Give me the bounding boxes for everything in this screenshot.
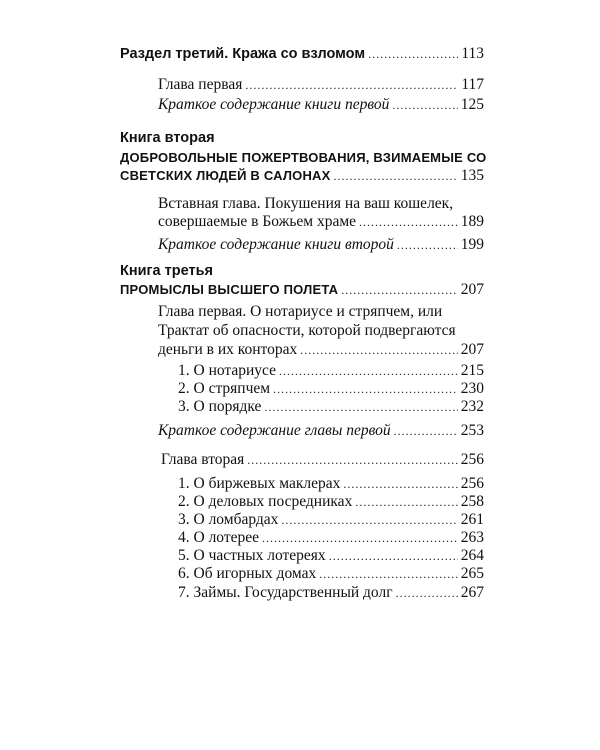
page-number: 265 — [460, 565, 484, 582]
leader-dots — [245, 76, 458, 94]
leader-dots — [341, 281, 458, 299]
leader-dots — [279, 362, 458, 380]
entry-title: деньги в их конторах — [158, 341, 298, 358]
leader-dots — [359, 213, 458, 231]
leader-dots — [355, 493, 457, 511]
book2-heading: Книга вторая — [120, 130, 215, 146]
toc-entry-ch1-item1 — [178, 362, 484, 380]
toc-entry-s3-summary — [158, 96, 484, 114]
book2-subtitle-line1: ДОБРОВОЛЬНЫЕ ПОЖЕРТВОВАНИЯ, ВЗИМАЕМЫЕ СО — [120, 150, 487, 165]
leader-dots — [264, 398, 457, 416]
toc-entry-ch2-item6 — [178, 565, 484, 583]
entry-title: 4. О лотерее — [178, 529, 260, 546]
toc-entry-s3-chapter1 — [158, 76, 484, 94]
entry-title: Краткое содержание главы первой — [158, 422, 391, 439]
leader-dots — [329, 547, 458, 565]
page-number: 189 — [460, 213, 484, 230]
leader-dots — [343, 475, 457, 493]
entry-title: Краткое содержание книги второй — [158, 236, 394, 253]
entry-title: 1. О нотариусе — [178, 362, 276, 379]
page-number: 256 — [460, 451, 484, 468]
page-number: 135 — [460, 167, 484, 184]
leader-dots — [319, 565, 458, 583]
entry-title: 2. О стряпчем — [178, 380, 271, 397]
toc-entry-book3 — [120, 281, 484, 299]
entry-title: СВЕТСКИХ ЛЮДЕЙ В САЛОНАХ — [120, 168, 331, 183]
toc-entry-section3 — [120, 45, 484, 63]
leader-dots — [273, 380, 458, 398]
entry-title: 7. Займы. Государственный долг — [178, 584, 393, 601]
entry-title: Глава вторая — [161, 451, 245, 468]
leader-dots — [247, 451, 457, 469]
entry-title: 3. О порядке — [178, 398, 262, 415]
page-number: 215 — [460, 362, 484, 379]
page-number: 232 — [460, 398, 484, 415]
toc-entry-ch2-item1 — [178, 475, 484, 493]
entry-title: 6. Об игорных домах — [178, 565, 317, 582]
book3-ch1-line1: Глава первая. О нотариусе и стряпчем, или — [158, 303, 443, 320]
toc-entry-ch2-item5 — [178, 547, 484, 565]
page-number: 263 — [460, 529, 484, 546]
toc-entry-ch1-item2 — [178, 380, 484, 398]
entry-title: ПРОМЫСЛЫ ВЫСШЕГО ПОЛЕТА — [120, 282, 339, 297]
entry-title: Глава первая — [158, 76, 243, 93]
page-number: 117 — [461, 76, 484, 93]
page-number: 261 — [460, 511, 484, 528]
toc-entry-ch2 — [161, 451, 484, 469]
leader-dots — [300, 341, 457, 359]
toc-entry-book3-ch1 — [158, 341, 484, 359]
toc-entry-ch2-item7 — [178, 584, 484, 602]
entry-title: 2. О деловых посредниках — [178, 493, 353, 510]
book3-ch1-line2: Трактат об опасности, которой подвергаются — [158, 322, 456, 339]
toc-entry-ch2-item3 — [178, 511, 484, 529]
leader-dots — [397, 236, 458, 254]
page-number: 199 — [460, 236, 484, 253]
toc-entry-book2 — [120, 167, 484, 185]
entry-title: совершаемые в Божьем храме — [158, 213, 357, 230]
page-number: 256 — [460, 475, 484, 492]
entry-title: 3. О ломбардах — [178, 511, 279, 528]
toc-entry-book2-summary — [158, 236, 484, 254]
entry-title: Краткое содержание книги первой — [158, 96, 390, 113]
page-number: 207 — [460, 281, 484, 298]
leader-dots — [396, 584, 458, 602]
leader-dots — [334, 167, 458, 185]
page-number: 125 — [460, 96, 484, 113]
toc-entry-ch2-item2 — [178, 493, 484, 511]
book2-insert-line1: Вставная глава. Покушения на ваш кошелек, — [158, 195, 454, 212]
page-number: 253 — [460, 422, 484, 439]
page-number: 267 — [460, 584, 484, 601]
toc-entry-ch1-summary — [158, 422, 484, 440]
page-number: 264 — [460, 547, 484, 564]
leader-dots — [368, 45, 458, 63]
leader-dots — [394, 422, 458, 440]
page-number: 230 — [460, 380, 484, 397]
entry-title: 1. О биржевых маклерах — [178, 475, 341, 492]
leader-dots — [392, 96, 457, 114]
toc-entry-ch1-item3 — [178, 398, 484, 416]
entry-title: 5. О частных лотереях — [178, 547, 326, 564]
book3-heading: Книга третья — [120, 263, 213, 279]
toc-entry-ch2-item4 — [178, 529, 484, 547]
entry-title: Раздел третий. Кража со взломом — [120, 46, 366, 62]
leader-dots — [281, 511, 457, 529]
page-number: 207 — [460, 341, 484, 358]
leader-dots — [262, 529, 458, 547]
page-number: 258 — [460, 493, 484, 510]
toc-entry-book2-insert — [158, 213, 484, 231]
page-number: 113 — [461, 45, 484, 62]
